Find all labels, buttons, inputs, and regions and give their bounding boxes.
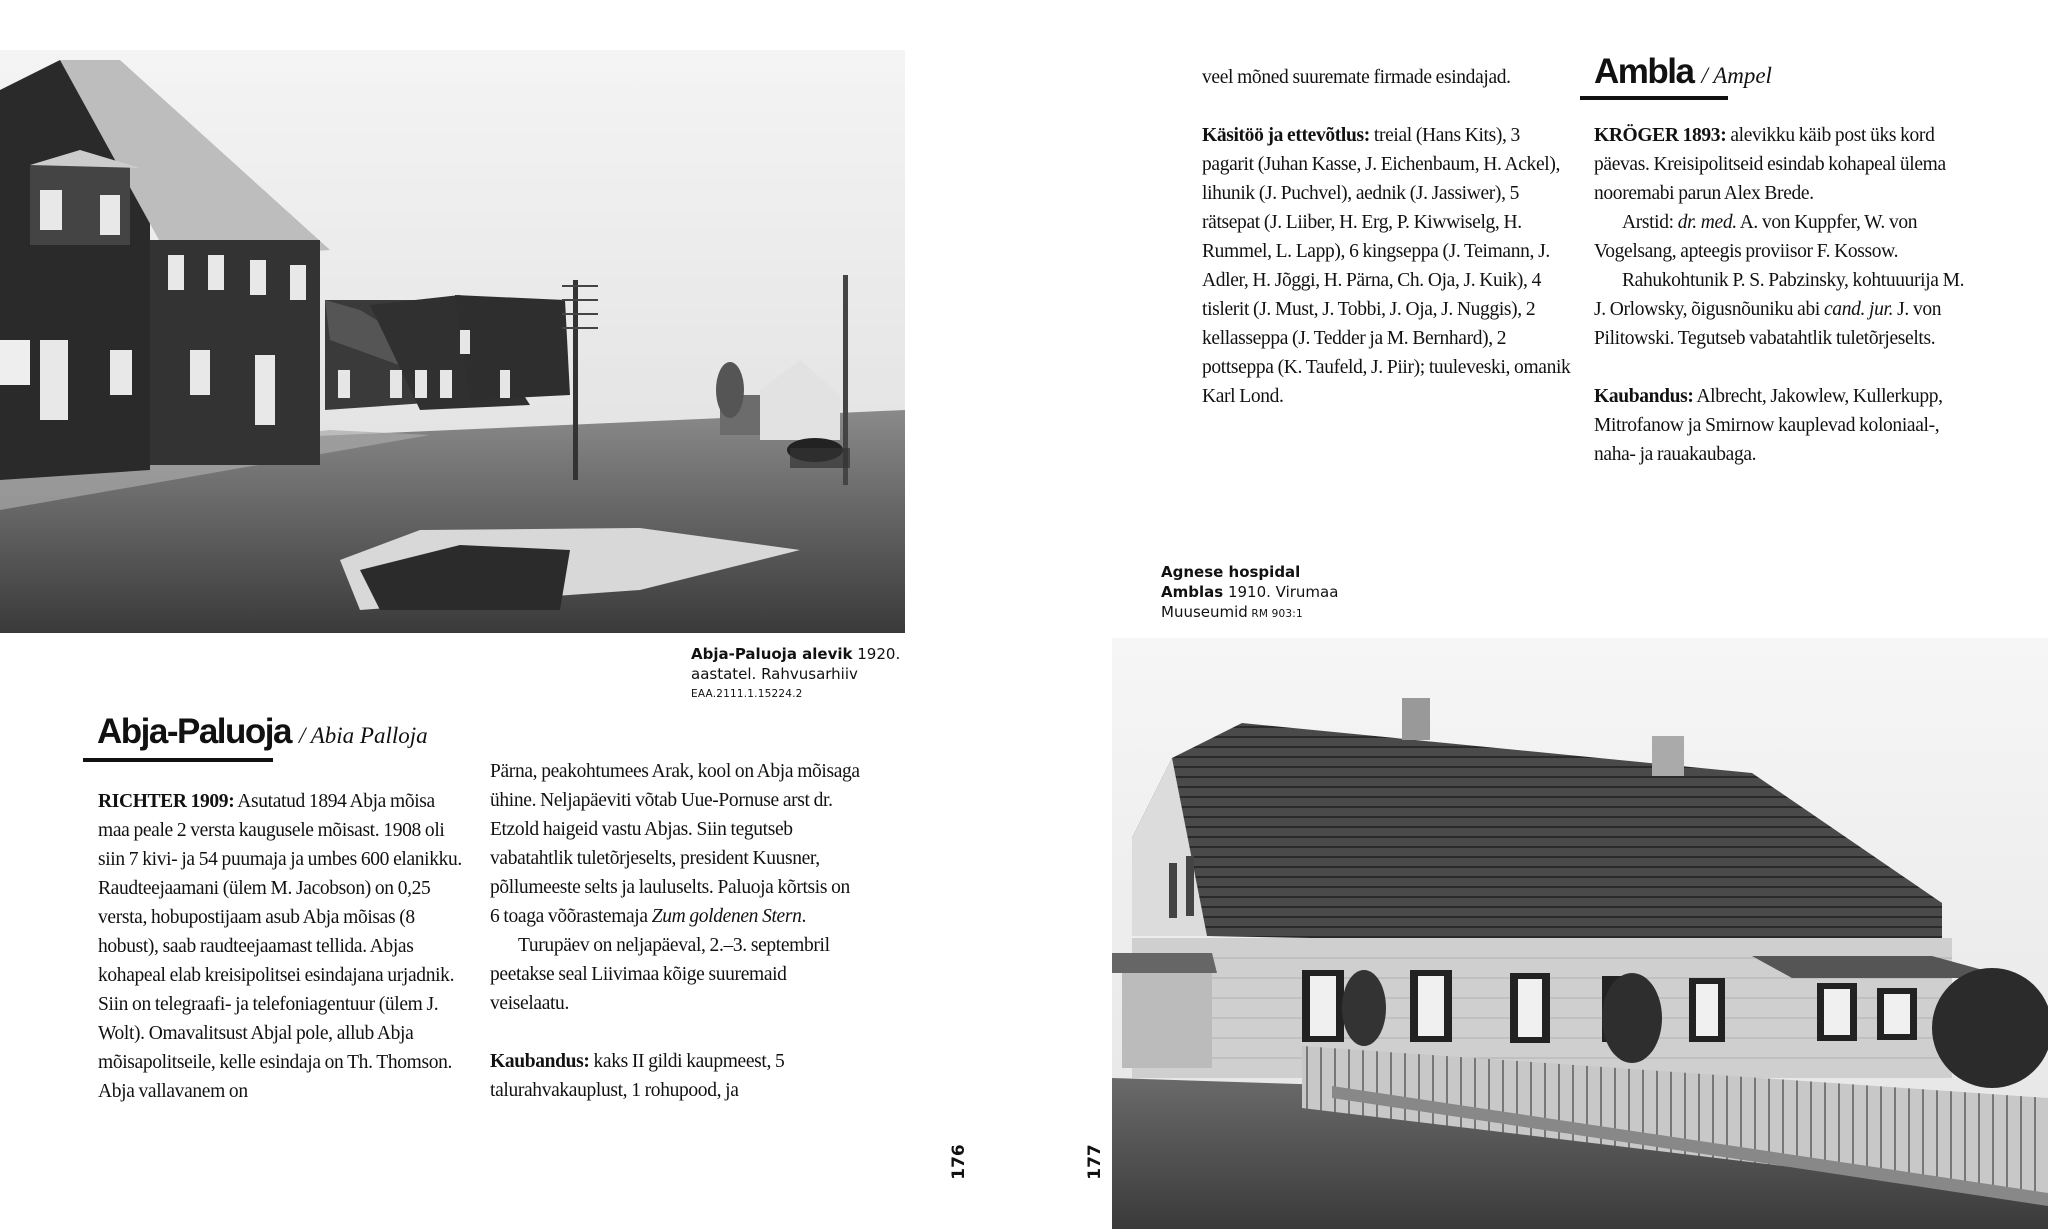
- title-abbrev: cand. jur.: [1823, 299, 1894, 320]
- caption-archive-ref: EAA.2111.1.15224.2: [691, 688, 803, 700]
- section-lead: Kaubandus:: [1594, 386, 1694, 407]
- entry-heading-abja-paluoja: [97, 712, 428, 762]
- paragraph: [1594, 208, 1966, 266]
- source-lead: RICHTER 1909:: [98, 791, 235, 812]
- caption-place: Amblas: [1161, 583, 1224, 601]
- section-lead: Käsitöö ja ettevõtlus:: [1202, 125, 1370, 146]
- entry-heading-ambla: [1594, 52, 1772, 102]
- section-lead: Kaubandus:: [490, 1051, 590, 1072]
- entry-historic-name: / Ampel: [1701, 63, 1772, 88]
- paragraph-text: A. von Kuppfer, W. von Vogelsang, apteegis proviisor F. Kossow.: [1594, 212, 1918, 262]
- text-column-4: [1594, 121, 1966, 469]
- paragraph-text: alevikku käib post üks kord päevas. Kreisipolitseid esindab kohapeal ülema nooremabi parun Alex Brede.: [1594, 125, 1946, 204]
- paragraph: [98, 787, 470, 1106]
- entry-title: Abja-Paluoja: [97, 712, 291, 751]
- paragraph-text: Pärna, peakohtumees Arak, kool on Abja mõisaga ühine. Neljapäeviti võtab Uue-Pornuse arst dr. Etzold haigeid vastu Abjas. Siin tegutseb vabatahtlik tuletõrjeselts, president Kuusner, põllumeeste selts ja lauluselts. Paluoja kõrtsis on 6 toaga võõrastemaja: [490, 761, 860, 927]
- paragraph: [490, 757, 862, 931]
- inn-name: Zum goldenen Stern: [651, 906, 802, 927]
- paragraph-text: Asutatud 1894 Abja mõisa maa peale 2 versta kaugusele mõisast. 1908 oli siin 7 kivi- ja 54 puumaja ja umbes 600 elanikku. Raudteejaamani (ülem M. Jacobson) on 0,25 versta, hobupostijaam asub Abja mõisas (8 hobust), saab raudteejaamast tellida. Abjas kohapeal elab kreisipolitsei esindajana urjadnik. Siin on telegraafi- ja telefoniagentuur (ülem J. Wolt). Omavalitsust Abjal pole, allub Abja mõisapolitseile, kelle esindaja on Th. Thomson. Abja vallavanem on: [98, 791, 462, 1102]
- paragraph-text: Arstid:: [1622, 212, 1678, 233]
- paragraph-text: J. von Pilitowski. Tegutseb vabatahtlik tuletõrjeselts.: [1594, 299, 1942, 349]
- paragraph-text: kaks II gildi kaupmeest, 5 talurahvakauplust, 1 rohupood, ja: [490, 1051, 785, 1101]
- paragraph: [1594, 382, 1966, 469]
- paragraph: [1202, 121, 1574, 411]
- text-column-2: [490, 757, 862, 1105]
- paragraph-text: Albrecht, Jakowlew, Kullerkupp, Mitrofanow ja Smirnow kauplevad koloniaal-, naha- ja rauakaubaga.: [1594, 386, 1943, 465]
- paragraph: Turupäev on neljapäeval, 2.–3. septembril peetakse seal Liivimaa kõige suuremaid veiselaatu.: [490, 935, 830, 1014]
- paragraph: [1594, 266, 1966, 353]
- text-column-1: [98, 787, 470, 1106]
- photo-caption-left: [691, 644, 941, 704]
- caption-source: aastatel. Rahvusarhiiv: [691, 665, 858, 683]
- caption-title: Abja-Paluoja alevik: [691, 645, 853, 663]
- heading-underline: [1580, 96, 1728, 100]
- entry-historic-name: / Abia Palloja: [298, 723, 428, 748]
- hospital-house-photo: [1112, 638, 2048, 1229]
- source-lead: KRÖGER 1893:: [1594, 125, 1727, 146]
- caption-year: 1910. Virumaa: [1223, 583, 1339, 601]
- heading-underline: [83, 758, 273, 762]
- caption-title: Agnese hospidal: [1161, 563, 1301, 581]
- paragraph: [490, 1047, 862, 1105]
- title-abbrev: dr. med.: [1677, 212, 1737, 233]
- page-number-left: 176: [948, 1144, 969, 1180]
- street-scene-photo: [0, 50, 905, 633]
- page-number-right: 177: [1084, 1144, 1105, 1180]
- entry-title: Ambla: [1594, 52, 1694, 91]
- text-column-3: [1202, 63, 1574, 411]
- photo-caption-right: [1161, 562, 1401, 624]
- caption-archive-ref: RM 903:1: [1247, 608, 1303, 620]
- paragraph: veel mõned suuremate firmade esindajad.: [1202, 67, 1511, 88]
- paragraph-text: Rahukohtunik P. S. Pabzinsky, kohtuuurija M. J. Orlowsky, õigusnõuniku abi: [1594, 270, 1965, 320]
- paragraph-text: treial (Hans Kits), 3 pagarit (Juhan Kasse, J. Eichenbaum, H. Ackel), lihunik (J. Puchvel), aednik (J. Jassiwer), 5 rätsepat (J. Liiber, H. Erg, P. Kiwwiselg, H. Rummel, L. Lapp), 6 kingseppa (J. Teimann, J. Adler, H. Jõggi, H. Pärna, Ch. Oja, J. Kuik), 4 tislerit (J. Must, J. Tobbi, J. Oja, J. Nuggis), 2 kellasseppa (J. Tedder ja M. Bernhard), 2 pottseppa (K. Taufeld, J. Piir); tuuleveski, omanik Karl Lond.: [1202, 125, 1571, 407]
- caption-year: 1920.: [852, 645, 901, 663]
- paragraph-end: .: [801, 906, 807, 927]
- paragraph: [1594, 121, 1966, 208]
- caption-source: Muuseumid: [1161, 603, 1248, 621]
